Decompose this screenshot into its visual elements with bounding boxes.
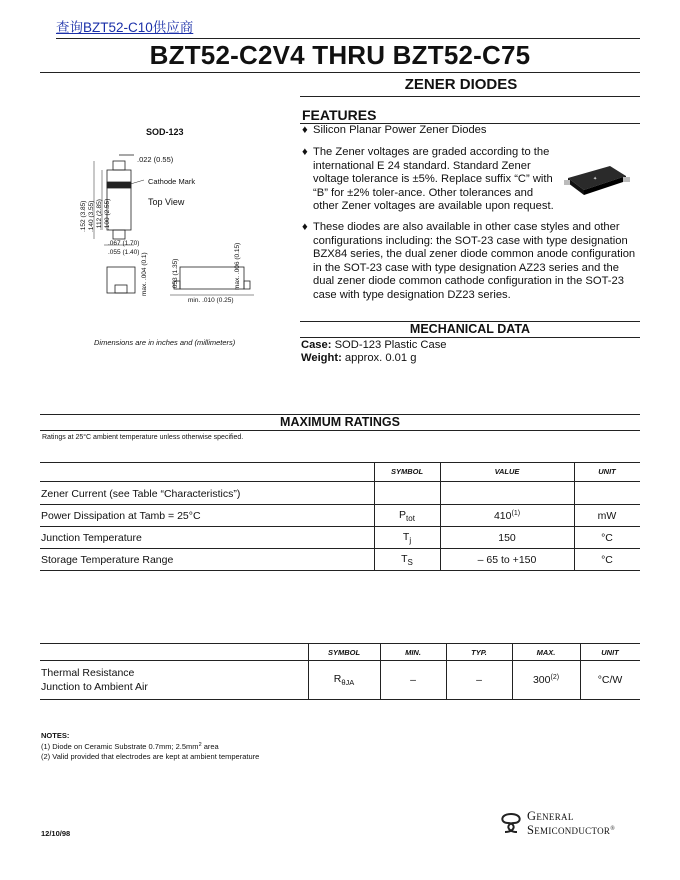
thermal-col-typ: TYP. — [471, 648, 487, 657]
note-2: (2) Valid provided that electrodes are kept at ambient temperature — [41, 752, 260, 761]
ratings-row-unit: °C — [601, 554, 613, 566]
ratings-row-param: Storage Temperature Range — [41, 554, 174, 566]
weight-line — [301, 351, 416, 366]
thermal-table-bottom — [40, 699, 640, 700]
case-label: Case: — [301, 339, 332, 351]
ratings-heading: MAXIMUM RATINGS — [280, 415, 400, 429]
ratings-row-value: – 65 to +150 — [477, 554, 537, 566]
dim-max-004: max. .004 (0.1) — [141, 252, 148, 296]
symbol-main: T — [401, 553, 408, 565]
thermal-typ: – — [476, 674, 482, 686]
ratings-table-header-bottom — [40, 481, 640, 482]
ratings-table-bottom — [40, 570, 640, 571]
thermal-col-unit: UNIT — [601, 648, 619, 657]
dimensions-note: Dimensions are in inches and (millimeters) — [94, 338, 236, 347]
thermal-table-header-bottom — [40, 660, 640, 661]
ratings-row-value: 150 — [498, 532, 516, 544]
symbol-sub: tot — [406, 514, 415, 524]
symbol-sub: S — [407, 558, 413, 568]
value-sup: (1) — [511, 510, 521, 517]
symbol-main: R — [333, 673, 342, 685]
diamond-bullet-icon: ♦ — [302, 221, 308, 233]
case-value: SOD-123 Plastic Case — [334, 339, 447, 351]
ratings-row-symbol — [374, 553, 440, 567]
dim-053: .053 (1.35) — [172, 258, 179, 290]
company-logo-icon — [496, 811, 526, 835]
symbol-sub: θJA — [341, 678, 355, 688]
supplier-link[interactable]: 查询BZT52-C10供应商 — [56, 20, 194, 35]
ratings-row-param: Power Dissipation at Tamb = 25°C — [41, 510, 201, 522]
page-title: BZT52-C2V4 THRU BZT52-C75 — [149, 40, 531, 70]
ratings-note: Ratings at 25°C ambient temperature unless otherwise specified. — [42, 434, 244, 441]
thermal-col-symbol: SYMBOL — [327, 648, 361, 657]
notes-block — [41, 731, 259, 763]
note-1 — [41, 742, 259, 753]
ratings-row-rule — [40, 548, 640, 549]
subtitle-rule — [300, 96, 640, 97]
thermal-param — [41, 667, 148, 694]
dim-022: .022 (0.55) — [137, 155, 174, 164]
dim-100: .100 (2.55) — [104, 198, 111, 230]
thermal-symbol — [308, 673, 380, 687]
registered-mark: ® — [610, 826, 616, 832]
diamond-bullet-icon: ♦ — [302, 124, 308, 136]
thermal-min: – — [410, 674, 416, 686]
note-1-sup: 2 — [198, 741, 202, 748]
weight-value: approx. 0.01 g — [344, 352, 417, 364]
symbol-main: P — [399, 509, 407, 521]
diode-package-photo — [560, 160, 634, 200]
features-heading: FEATURES — [302, 107, 377, 123]
note-1-post: area — [201, 741, 219, 751]
symbol-main: T — [402, 531, 410, 543]
dim-112: .112 (2.85) — [96, 199, 103, 230]
notes-heading: NOTES: — [41, 731, 70, 740]
ratings-row-param: Zener Current (see Table “Characteristics”) — [41, 488, 241, 500]
thermal-max — [512, 674, 580, 686]
value-main: 410 — [493, 510, 512, 522]
weight-label: Weight: — [301, 352, 342, 364]
dim-140: .140 (3.55) — [88, 200, 95, 232]
ratings-rule — [40, 430, 640, 431]
feature-text: The Zener voltages are graded according to the international E 24 standard. Standard Zener voltage tolerance is ±5%. Replace suffix “C” with “B” for ±2% toler-ance. Other tolerances and other Zener voltages are available upon request. — [313, 146, 554, 212]
mechanical-heading: MECHANICAL DATA — [409, 322, 531, 336]
ratings-row-rule — [40, 526, 640, 527]
svg-text:✦: ✦ — [593, 176, 598, 182]
thermal-unit: °C/W — [597, 674, 623, 686]
ratings-row-unit: mW — [597, 510, 617, 522]
dim-min-010: min. .010 (0.25) — [188, 297, 234, 304]
ratings-col-value: VALUE — [494, 467, 520, 476]
page-subtitle: ZENER DIODES — [404, 76, 518, 93]
thermal-col-max: MAX. — [536, 648, 556, 657]
company-line2-text: Semiconductor — [527, 823, 611, 837]
ratings-row-value — [440, 510, 574, 522]
max-main: 300 — [532, 674, 551, 686]
feature-text: Silicon Planar Power Zener Diodes — [313, 124, 487, 136]
top-view-label: Top View — [148, 197, 185, 207]
max-sup: (2) — [550, 674, 560, 681]
title-rule — [40, 72, 640, 73]
note-1-text: (1) Diode on Ceramic Substrate 0.7mm; 2.5mm — [41, 741, 199, 751]
ratings-table-top — [40, 462, 640, 463]
thermal-col-min: MIN. — [405, 648, 421, 657]
ratings-row-symbol — [374, 531, 440, 545]
company-line2 — [527, 823, 615, 837]
document-date: 12/10/98 — [41, 829, 71, 838]
dim-max-006: max. .006 (0.15) — [234, 242, 241, 290]
thermal-param-line2: Junction to Ambient Air — [41, 680, 148, 693]
company-line1: General — [527, 809, 574, 823]
feature-text: These diodes are also available in other case styles and other configurations including: the SOT-23 case with type designation BZX84 series, the dual zener diode common anode configuration in the SOT-23 case with type designation AZ23 series and the dual zener diode common cathode configuration in the SOT-23 case with type designation DZ23 series. — [313, 221, 636, 301]
diamond-bullet-icon: ♦ — [302, 146, 308, 158]
ratings-row-rule — [40, 504, 640, 505]
dim-152: .152 (3.85) — [80, 200, 87, 232]
thermal-param-line1: Thermal Resistance — [41, 667, 135, 679]
ratings-col-symbol: SYMBOL — [390, 467, 424, 476]
ratings-col-unit: UNIT — [598, 467, 616, 476]
symbol-sub: j — [409, 536, 412, 546]
cathode-mark-label: Cathode Mark — [148, 177, 196, 186]
dim-067: .067 (1.70) — [108, 240, 140, 247]
ratings-row-symbol — [374, 509, 440, 523]
ratings-row-param: Junction Temperature — [41, 532, 142, 544]
top-rule — [56, 38, 640, 39]
thermal-table-top — [40, 643, 640, 644]
company-name — [527, 809, 615, 837]
package-name: SOD-123 — [146, 127, 184, 137]
dim-055: .055 (1.40) — [108, 249, 140, 256]
ratings-row-unit: °C — [601, 532, 613, 544]
